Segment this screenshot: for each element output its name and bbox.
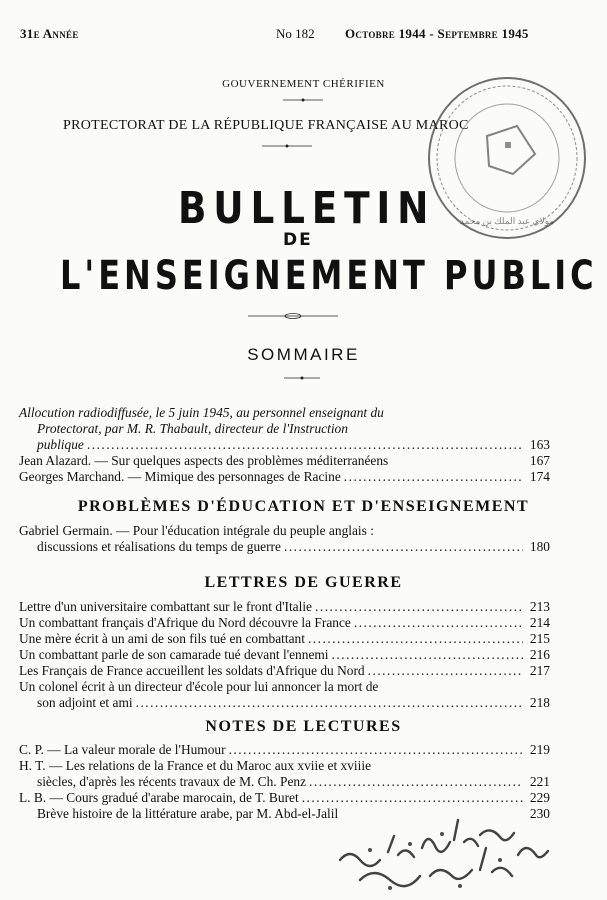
toc-entry-text: son adjoint et ami <box>37 695 133 710</box>
title-bulletin: BULLETIN <box>178 183 436 234</box>
toc-entry-colonel-line1: Un colonel écrit à un directeur d'école pour lui annoncer la mort de <box>19 679 379 694</box>
section-heading-problemes: PROBLÈMES D'ÉDUCATION ET D'ENSEIGNEMENT <box>77 498 530 515</box>
issue-number: No 182 <box>276 26 315 41</box>
toc-entry-text: publique <box>37 437 84 452</box>
toc-page-number: 214 <box>529 615 550 630</box>
toc-entry-text: L. B. — Cours gradué d'arabe marocain, de T. Buret <box>19 790 299 805</box>
toc-page-number: 180 <box>529 539 550 554</box>
government-label: GOUVERNEMENT CHÉRIFIEN <box>222 78 385 90</box>
protectorate-label: PROTECTORAT DE LA RÉPUBLIQUE FRANÇAISE AU MAROC <box>63 118 469 133</box>
seal-arabic-text: مولاي عبد الملك بن محمد <box>459 216 555 226</box>
toc-entry-text: Jean Alazard. — Sur quelques aspects des problèmes méditerranéens <box>19 453 389 468</box>
toc-entry-text: Un combattant français d'Afrique du Nord découvre la France <box>19 615 351 630</box>
toc-entry-ht-line1: H. T. — Les relations de la France et du Maroc aux xviie et xviiie <box>19 758 372 773</box>
toc-entry-germain-line1: Gabriel Germain. — Pour l'éducation intégrale du peuple anglais : <box>19 523 374 538</box>
toc-section-problemes <box>19 523 550 555</box>
toc-page-number: 221 <box>529 774 550 789</box>
ornament-divider <box>262 143 312 149</box>
toc-page-number: 213 <box>529 599 550 614</box>
toc-entry-text: Brève histoire de la littérature arabe, par M. Abd-el-Jalil <box>37 806 339 821</box>
volume-year: 31e Année <box>20 26 79 41</box>
issue-period: Octobre 1944 - Septembre 1945 <box>345 26 529 41</box>
section-heading-notes: NOTES DE LECTURES <box>205 718 402 735</box>
toc-entry <box>19 742 550 758</box>
section-heading-lettres: LETTRES DE GUERRE <box>204 574 403 591</box>
ornament-divider <box>248 312 338 320</box>
sommaire-heading: SOMMAIRE <box>247 345 360 364</box>
toc-entry <box>19 663 550 679</box>
toc-page-number: 217 <box>529 663 550 678</box>
toc-page-number: 229 <box>529 790 550 805</box>
toc-entry-ht <box>19 774 550 790</box>
toc-entry-allocution <box>19 437 550 453</box>
toc-entry-alazard <box>19 453 550 469</box>
toc-entry <box>19 599 550 615</box>
toc-entry-text: discussions et réalisations du temps de guerre <box>37 539 281 554</box>
toc-entry-text: Une mère écrit à un ami de son fils tué en combattant <box>19 631 305 646</box>
ornament-divider <box>284 375 320 381</box>
toc-page-number: 215 <box>529 631 550 646</box>
toc-page-number: 167 <box>529 453 550 468</box>
official-seal-stamp <box>425 74 590 242</box>
toc-entry <box>19 631 550 647</box>
toc-entry-colonel <box>19 695 550 711</box>
title-de: DE <box>283 230 313 250</box>
toc-entry-text: Un combattant parle de son camarade tué devant l'ennemi <box>19 647 329 662</box>
toc-page-number: 219 <box>529 742 550 757</box>
toc-page-number: 216 <box>529 647 550 662</box>
toc-page-number: 163 <box>529 437 550 452</box>
toc-entry <box>19 647 550 663</box>
toc-entry-marchand <box>19 469 550 485</box>
toc-section-lettres <box>19 599 550 711</box>
toc-page-number: 174 <box>529 469 550 484</box>
toc-entry-text: C. P. — La valeur morale de l'Humour <box>19 742 226 757</box>
toc-page-number: 230 <box>529 806 550 821</box>
toc-entry-text: Les Français de France accueillent les soldats d'Afrique du Nord <box>19 663 365 678</box>
arabic-ink-stamp <box>330 800 560 895</box>
toc-entry-germain <box>19 539 550 555</box>
toc-entry <box>19 615 550 631</box>
toc-entry-text: Georges Marchand. — Mimique des personnages de Racine <box>19 469 341 484</box>
toc-entry-text: siècles, d'après les récents travaux de M. Ch. Penz <box>37 774 307 789</box>
toc-entry-text: Lettre d'un universitaire combattant sur le front d'Italie <box>19 599 312 614</box>
toc-entry-allocution-line1: Allocution radiodiffusée, le 5 juin 1945, au personnel enseignant du <box>19 405 384 420</box>
toc-entry-allocution-line2: Protectorat, par M. R. Thabault, directeur de l'Instruction <box>37 421 348 436</box>
title-enseignement-public: L'ENSEIGNEMENT PUBLIC <box>60 253 598 299</box>
toc-page-number: 218 <box>529 695 550 710</box>
ornament-divider <box>283 97 323 103</box>
toc-intro-block <box>19 405 550 485</box>
